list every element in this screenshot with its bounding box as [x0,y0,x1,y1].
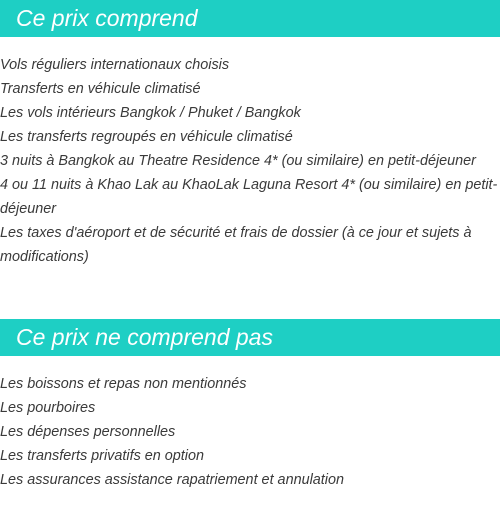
list-item: Les dépenses personnelles [0,424,176,440]
section-title-excludes: Ce prix ne comprend pas [16,324,273,350]
includes-list [0,53,500,269]
list-item: Les transferts regroupés en véhicule climatisé [0,129,293,145]
section-title-includes: Ce prix comprend [16,5,198,31]
list-item: Transferts en véhicule climatisé [0,81,201,97]
excludes-list [0,372,500,492]
list-item: Les transferts privatifs en option [0,448,204,464]
list-item: Les vols intérieurs Bangkok / Phuket / Bangkok [0,105,301,121]
list-item: Les assurances assistance rapatriement et annulation [0,472,344,488]
list-item: 3 nuits à Bangkok au Theatre Residence 4* (ou similaire) en petit-déjeuner [0,153,476,169]
section-header-excludes [0,319,500,356]
section-header-includes [0,0,500,37]
list-item: Vols réguliers internationaux choisis [0,57,230,73]
list-item: Les pourboires [0,400,96,416]
list-item: 4 ou 11 nuits à Khao Lak au KhaoLak Laguna Resort 4* (ou similaire) en petit-déjeuner [0,177,498,217]
list-item: Les boissons et repas non mentionnés [0,376,247,392]
list-item: Les taxes d'aéroport et de sécurité et frais de dossier (à ce jour et sujets à modifications) [0,225,472,265]
